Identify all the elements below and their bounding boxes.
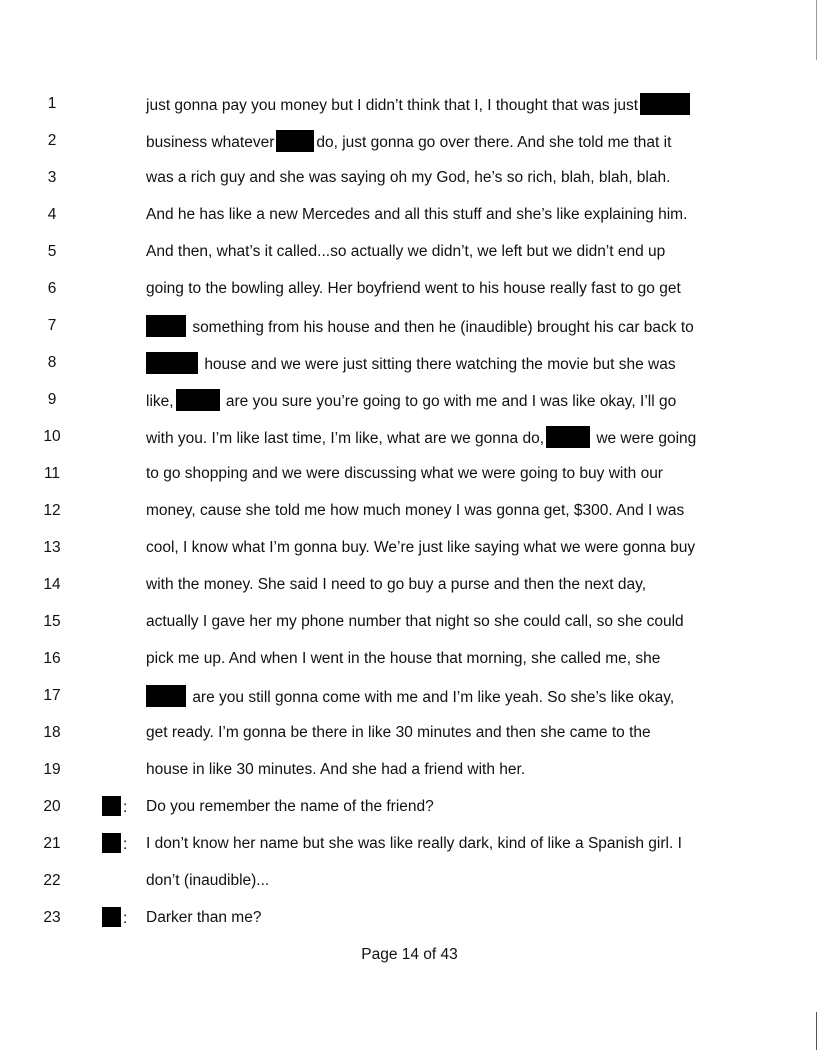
line-number: 15 [43,613,61,630]
line-text: going to the bowling alley. Her boyfriend went to his house really fast to go get [146,280,681,297]
line-text [146,389,729,413]
line-number: 9 [47,391,57,408]
line-number: 19 [43,761,61,778]
line-text: cool, I know what I’m gonna buy. We’re just like saying what we were gonna buy [146,539,696,556]
redaction-box [146,685,186,707]
line-number: 16 [43,650,61,667]
line-number: 13 [43,539,61,556]
line-text [146,130,729,154]
transcript-line [0,93,819,130]
line-text: actually I gave her my phone number that night so she could call, so she could [146,613,684,630]
transcript-line [0,500,819,537]
redaction-box [640,93,690,115]
transcript-line [0,574,819,611]
redaction-box [146,315,186,337]
speaker-label [100,907,127,930]
line-text-post: are you still gonna come with me and I’m like yeah. So she’s like okay, [192,689,675,706]
transcript-line [0,463,819,500]
redaction-box [102,796,121,816]
line-text: And then, what’s it called...so actually we didn’t, we left but we didn’t end up [146,243,666,260]
transcript-line [0,648,819,685]
line-number: 18 [43,724,61,741]
transcript-line [0,352,819,389]
scan-edge-mark [816,1012,817,1050]
transcript-line [0,389,819,426]
line-text-post: something from his house and then he (inaudible) brought his car back to [192,319,694,336]
line-text: to go shopping and we were discussing what we were going to buy with our [146,465,663,482]
line-number: 2 [47,132,57,149]
line-number: 14 [43,576,61,593]
line-text-post: house and we were just sitting there watching the movie but she was [204,356,676,373]
redaction-box [102,833,121,853]
line-text: pick me up. And when I went in the house that morning, she called me, she [146,650,661,667]
line-text [146,426,729,450]
transcript-line [0,722,819,759]
transcript-line [0,315,819,352]
line-number: 5 [47,243,57,260]
redaction-box [146,352,198,374]
transcript-line [0,833,819,870]
line-number: 1 [47,95,57,112]
line-number: 23 [43,909,61,926]
line-text-post: do, just gonna go over there. And she told me that it [316,134,672,151]
transcript-line [0,907,819,944]
line-number: 10 [43,428,61,445]
line-number: 21 [43,835,61,852]
line-number: 20 [43,798,61,815]
line-number: 17 [43,687,61,704]
line-text: money, cause she told me how much money I was gonna get, $300. And I was [146,502,685,519]
line-text: was a rich guy and she was saying oh my God, he’s so rich, blah, blah, blah. [146,169,671,186]
line-text-pre: just gonna pay you money but I didn’t think that I, I thought that was just [146,97,638,114]
transcript-line [0,204,819,241]
transcript-line [0,796,819,833]
speaker-colon: : [123,910,128,927]
line-number: 3 [47,169,57,186]
transcript-line [0,685,819,722]
line-number: 8 [47,354,57,371]
line-text: get ready. I’m gonna be there in like 30 minutes and then she came to the [146,724,651,741]
line-text: house in like 30 minutes. And she had a friend with her. [146,761,526,778]
line-text-pre: with you. I’m like last time, I’m like, what are we gonna do, [146,430,544,447]
page-number: Page 14 of 43 [361,946,458,963]
transcript-line [0,130,819,167]
line-text [146,315,729,339]
transcript-line [0,167,819,204]
transcript-line [0,241,819,278]
line-number: 11 [43,465,61,482]
speaker-label [100,833,127,856]
scan-edge-mark [816,0,817,60]
line-text-post: are you sure you’re going to go with me and I was like okay, I’ll go [225,393,677,410]
redaction-box [546,426,590,448]
redaction-box [276,130,314,152]
line-text: don’t (inaudible)... [146,872,270,889]
line-text: I don’t know her name but she was like really dark, kind of like a Spanish girl. I [146,835,682,852]
line-text: And he has like a new Mercedes and all this stuff and she’s like explaining him. [146,206,688,223]
transcript-line [0,870,819,907]
redaction-box [102,907,121,927]
transcript-line [0,611,819,648]
speaker-colon: : [123,799,128,816]
line-number: 7 [47,317,57,334]
transcript-line [0,426,819,463]
line-text-post: we were going [596,430,697,447]
line-text [146,93,729,117]
line-number: 22 [43,872,61,889]
transcript-line [0,537,819,574]
line-text-pre: business whatever [146,134,275,151]
transcript-line [0,278,819,315]
line-number: 4 [47,206,57,223]
speaker-label [100,796,127,819]
line-text-pre: like, [146,393,174,410]
line-text: Darker than me? [146,909,262,926]
line-text: Do you remember the name of the friend? [146,798,434,815]
line-text: with the money. She said I need to go buy a purse and then the next day, [146,576,647,593]
line-number: 6 [47,280,57,297]
line-text [146,685,729,709]
transcript-line [0,759,819,796]
speaker-colon: : [123,836,128,853]
redaction-box [176,389,220,411]
line-text [146,352,729,376]
line-number: 12 [43,502,61,519]
